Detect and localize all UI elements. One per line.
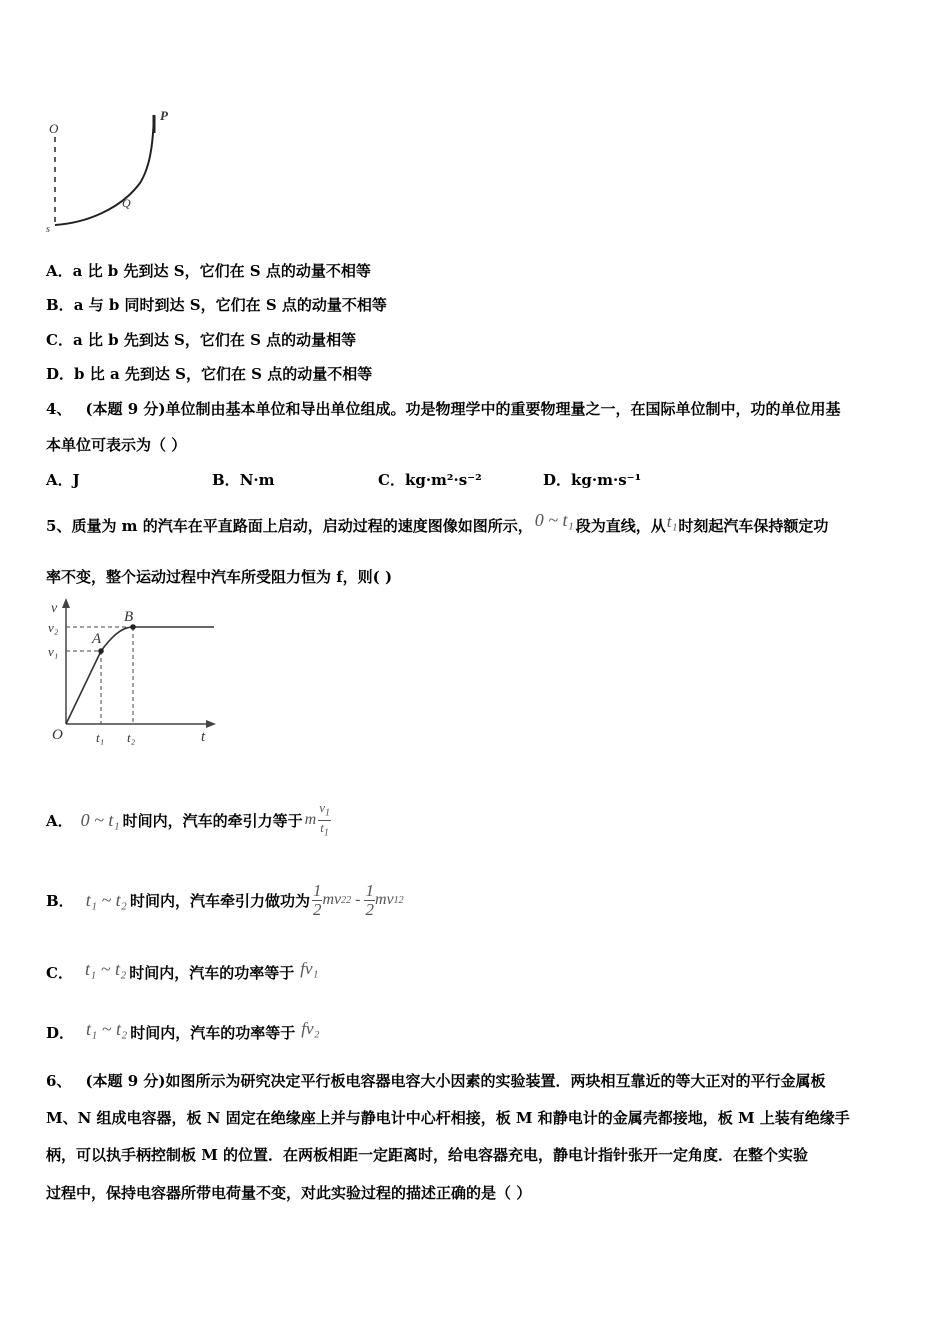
q5-option-a-formula: m $\frac{v_1}{t_1}$ — [304, 800, 330, 839]
q4-stem-line2 — [46, 434, 186, 455]
q5-option-a-math: 0 ~ t₁ — [80, 809, 120, 830]
q4-option-c-text: kg·m²·s⁻² — [404, 471, 482, 489]
q5-line1-b: 段为直线，从 — [575, 517, 666, 535]
q3-option-b-text: a 与 b 同时到达 S，它们在 S 点的动量不相等 — [73, 296, 387, 314]
q3-option-c — [46, 329, 356, 350]
q4-number: 4、 — [46, 400, 72, 418]
label-s: s — [46, 224, 50, 235]
q5-option-b-text: 时间内，汽车牵引力做功为 — [129, 891, 310, 910]
q6-line4: 过程中，保持电容器所带电荷量不变，对此实验过程的描述正确的是（ ） — [46, 1184, 532, 1202]
q5-number: 5、 — [46, 517, 72, 535]
q6-stem-line3 — [46, 1144, 808, 1165]
q4-option-b-label: B． — [212, 471, 240, 489]
q5-option-d-formula: fv₂ — [301, 1019, 320, 1038]
graph-label-t2: t₂ — [127, 730, 136, 745]
q6-number: 6、 — [46, 1072, 72, 1090]
q4-option-d — [543, 469, 641, 490]
q5-option-d — [46, 1016, 319, 1048]
q4-option-d-label: D． — [543, 471, 572, 489]
q6-stem-line4 — [46, 1182, 531, 1203]
graph-label-v1: v₁ — [48, 644, 59, 659]
q6-stem-line2 — [46, 1107, 850, 1128]
graph-label-b: B — [124, 609, 134, 625]
q4-option-b — [212, 469, 275, 490]
q6-line3: 柄，可以执手柄控制板 M 的位置．在两板相距一定距离时，给电容器充电，静电计指针张开一定角度．在整个实验 — [46, 1146, 809, 1164]
q4-option-c-label: C． — [378, 471, 405, 489]
q5-option-c-math: t₁ ~ t₂ — [84, 958, 127, 979]
point-a — [98, 648, 104, 654]
q3-option-d-text: b 比 a 先到达 S，它们在 S 点的动量不相等 — [74, 365, 373, 383]
q4-option-a-text: J — [72, 471, 80, 489]
q3-option-a-label: A． — [46, 262, 73, 280]
graph-label-v2: v₂ — [48, 620, 59, 635]
t-axis-arrow — [206, 720, 216, 728]
graph-label-t: t — [201, 729, 206, 745]
q5-option-c-formula: fv₁ — [300, 959, 319, 978]
v-axis-arrow — [62, 598, 70, 608]
q3-option-c-label: C． — [46, 331, 73, 349]
label-p: P — [160, 108, 168, 123]
curve-path — [55, 115, 154, 225]
q5-stem-line2 — [46, 566, 392, 587]
q5-option-c-text: 时间内，汽车的功率等于 — [129, 963, 295, 982]
q5-option-d-label: D． — [46, 1023, 75, 1042]
graph-label-v: v — [51, 601, 58, 616]
q4-option-a — [46, 469, 80, 490]
q4-option-a-label: A． — [46, 471, 73, 489]
vt-graph — [44, 596, 224, 748]
q4-stem-line1 — [46, 398, 841, 419]
graph-label-a: A — [92, 631, 102, 647]
label-o: O — [49, 121, 59, 136]
q3-option-d — [46, 363, 372, 384]
q5-option-a-label: A． — [46, 811, 73, 830]
q5-line1-math1: 0 ~ t₁ — [534, 510, 574, 530]
q5-option-b-formula: $\frac{1}{2}$ mv 2 2 - $\frac{1}{2}$ mv 1 2 — [312, 880, 404, 919]
q5-option-c-label: C． — [46, 963, 73, 982]
q3-option-a-text: a 比 b 先到达 S，它们在 S 点的动量不相等 — [72, 262, 371, 280]
q4-line2: 本单位可表示为（ ） — [46, 436, 187, 454]
q5-line1-c: 时刻起汽车保持额定功 — [678, 517, 829, 535]
q5-option-a — [46, 800, 331, 840]
q3-option-c-text: a 比 b 先到达 S，它们在 S 点的动量相等 — [72, 331, 357, 349]
q5-option-b — [46, 876, 404, 924]
q3-option-a — [46, 260, 371, 281]
q6-line2: M、N 组成电容器，板 N 固定在绝缘座上并与静电计中心杆相接，板 M 和静电计的金属壳都接地，板 M 上装有绝缘手 — [46, 1109, 850, 1127]
q4-option-d-text: kg·m·s⁻¹ — [571, 471, 642, 489]
q3-option-b-label: B． — [46, 296, 74, 314]
q5-option-d-math: t₁ ~ t₂ — [86, 1018, 128, 1039]
q5-stem-line1 — [46, 510, 829, 536]
graph-curve-segment — [101, 627, 133, 651]
q4-prefix: (本题 9 分) — [85, 400, 166, 418]
q5-option-a-text: 时间内，汽车的牵引力等于 — [122, 811, 303, 830]
q4-option-b-text: N·m — [239, 471, 275, 489]
q5-line1-a: 质量为 m 的汽车在平直路面上启动，启动过程的速度图像如图所示， — [71, 517, 533, 535]
graph-linear-segment — [66, 651, 101, 724]
graph-label-t1: t₁ — [96, 730, 105, 745]
q5-line2: 率不变，整个运动过程中汽车所受阻力恒为 f，则( ) — [46, 568, 393, 586]
q4-line1: 单位制由基本单位和导出单位组成。功是物理学中的重要物理量之一，在国际单位制中，功的单位用基 — [165, 400, 841, 418]
q5-option-c — [46, 956, 318, 988]
label-q: Q — [122, 196, 131, 210]
q5-option-d-text: 时间内，汽车的功率等于 — [130, 1023, 296, 1042]
q3-option-d-label: D． — [46, 365, 75, 383]
q5-option-b-label: B． — [46, 891, 74, 910]
q6-stem-line1 — [46, 1070, 826, 1091]
q6-line1: 如图所示为研究决定平行板电容器电容大小因素的实验装置．两块相互靠近的等大正对的平行金属板 — [165, 1072, 826, 1090]
q5-option-b-math: t₁ ~ t₂ — [85, 889, 127, 910]
q5-line1-math2: t₁ — [666, 512, 678, 531]
q3-option-b — [46, 294, 387, 315]
point-b — [130, 624, 136, 630]
curve-figure — [40, 105, 190, 240]
q6-prefix: (本题 9 分) — [85, 1072, 166, 1090]
graph-label-o: O — [52, 727, 63, 743]
q4-option-c — [378, 469, 482, 490]
